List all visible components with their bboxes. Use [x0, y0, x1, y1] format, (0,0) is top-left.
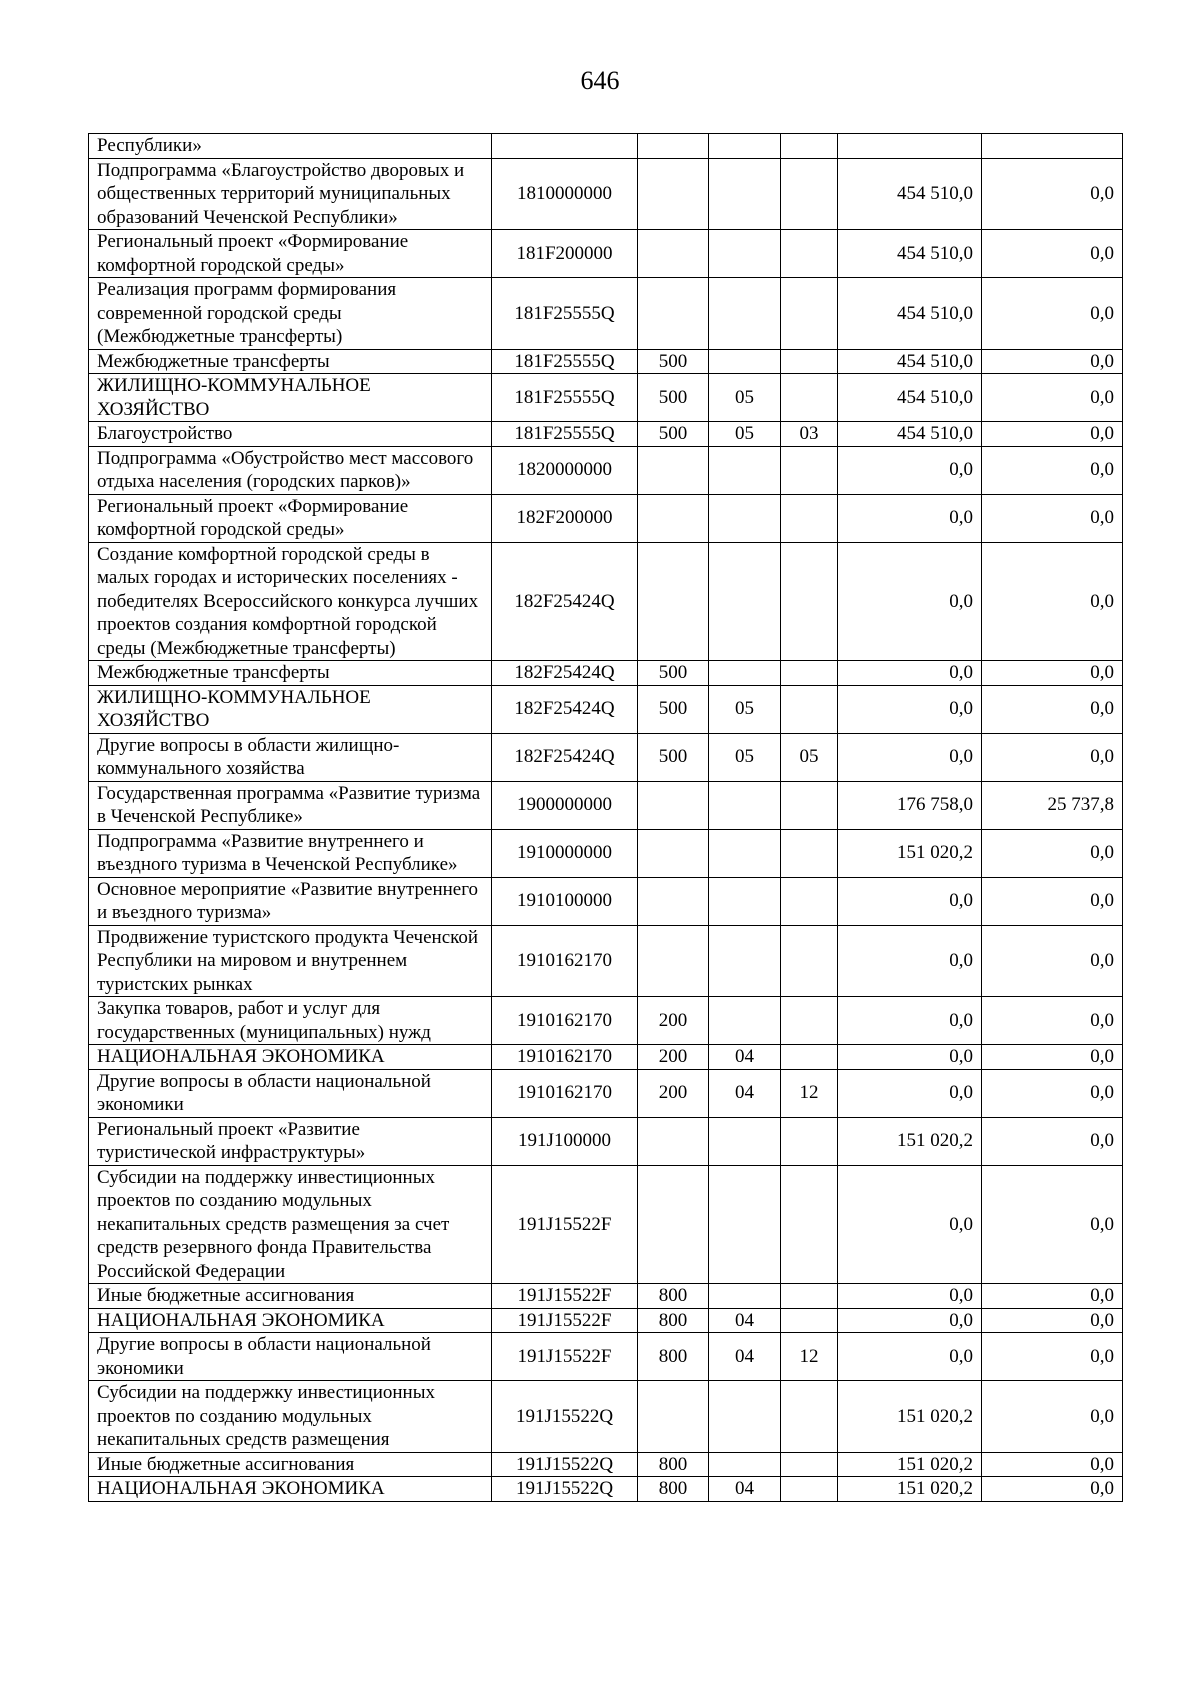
- amount-second: 0,0: [982, 1045, 1123, 1070]
- table-row: [89, 1477, 1123, 1502]
- section-code: [709, 446, 781, 494]
- budget-table: [88, 133, 1123, 1502]
- amount-first: 151 020,2: [838, 1117, 982, 1165]
- subsection-code: [781, 829, 838, 877]
- subsection-code: [781, 158, 838, 230]
- amount-second: 0,0: [982, 158, 1123, 230]
- subsection-code: [781, 349, 838, 374]
- amount-first: 151 020,2: [838, 1477, 982, 1502]
- table-row: [89, 374, 1123, 422]
- table-row: [89, 349, 1123, 374]
- amount-first: 0,0: [838, 877, 982, 925]
- amount-second: 0,0: [982, 1381, 1123, 1453]
- amount-first: 0,0: [838, 997, 982, 1045]
- amount-first: 0,0: [838, 494, 982, 542]
- expense-type-code: 800: [638, 1308, 709, 1333]
- table-row: [89, 733, 1123, 781]
- section-code: 04: [709, 1045, 781, 1070]
- expense-type-code: [638, 278, 709, 350]
- row-name: Другие вопросы в области национальной экономики: [89, 1333, 492, 1381]
- target-article-code: 191J15522F: [492, 1165, 638, 1284]
- target-article-code: 1820000000: [492, 446, 638, 494]
- table-row: [89, 661, 1123, 686]
- amount-second: [982, 134, 1123, 159]
- subsection-code: [781, 685, 838, 733]
- target-article-code: 1810000000: [492, 158, 638, 230]
- expense-type-code: 500: [638, 733, 709, 781]
- amount-second: 0,0: [982, 1165, 1123, 1284]
- subsection-code: 12: [781, 1069, 838, 1117]
- table-row: [89, 925, 1123, 997]
- expense-type-code: 800: [638, 1452, 709, 1477]
- row-name: Региональный проект «Формирование комфортной городской среды»: [89, 494, 492, 542]
- amount-first: [838, 134, 982, 159]
- amount-second: 0,0: [982, 1333, 1123, 1381]
- section-code: [709, 829, 781, 877]
- row-name: Государственная программа «Развитие туризма в Чеченской Республике»: [89, 781, 492, 829]
- amount-second: 0,0: [982, 1477, 1123, 1502]
- section-code: 05: [709, 733, 781, 781]
- row-name: Реализация программ формирования современной городской среды (Межбюджетные трансферты): [89, 278, 492, 350]
- target-article-code: 181F25555Q: [492, 374, 638, 422]
- row-name: Подпрограмма «Развитие внутреннего и въездного туризма в Чеченской Республике»: [89, 829, 492, 877]
- row-name: Создание комфортной городской среды в малых городах и исторических поселениях - победителях Всероссийского конкурса лучших проектов создания комфортной городской среды (Межбюджетные трансферты): [89, 542, 492, 661]
- row-name: Подпрограмма «Обустройство мест массового отдыха населения (городских парков)»: [89, 446, 492, 494]
- table-row: [89, 1333, 1123, 1381]
- target-article-code: 191J15522Q: [492, 1477, 638, 1502]
- target-article-code: 182F25424Q: [492, 661, 638, 686]
- amount-first: 454 510,0: [838, 422, 982, 447]
- row-name: Другие вопросы в области национальной экономики: [89, 1069, 492, 1117]
- target-article-code: 191J15522F: [492, 1284, 638, 1309]
- table-row: [89, 494, 1123, 542]
- subsection-code: 05: [781, 733, 838, 781]
- target-article-code: 182F25424Q: [492, 542, 638, 661]
- expense-type-code: [638, 1381, 709, 1453]
- amount-first: 0,0: [838, 661, 982, 686]
- amount-first: 454 510,0: [838, 278, 982, 350]
- amount-second: 0,0: [982, 349, 1123, 374]
- expense-type-code: 200: [638, 1069, 709, 1117]
- amount-first: 0,0: [838, 1308, 982, 1333]
- section-code: 05: [709, 374, 781, 422]
- row-name: Республики»: [89, 134, 492, 159]
- table-row: [89, 997, 1123, 1045]
- section-code: [709, 158, 781, 230]
- expense-type-code: 800: [638, 1284, 709, 1309]
- subsection-code: [781, 1381, 838, 1453]
- table-row: [89, 422, 1123, 447]
- table-row: [89, 134, 1123, 159]
- amount-first: 0,0: [838, 1045, 982, 1070]
- amount-first: 151 020,2: [838, 829, 982, 877]
- table-row: [89, 1045, 1123, 1070]
- section-code: [709, 494, 781, 542]
- amount-first: 176 758,0: [838, 781, 982, 829]
- subsection-code: 03: [781, 422, 838, 447]
- target-article-code: 1910162170: [492, 925, 638, 997]
- subsection-code: [781, 1117, 838, 1165]
- expense-type-code: 500: [638, 661, 709, 686]
- amount-first: 454 510,0: [838, 230, 982, 278]
- subsection-code: [781, 1452, 838, 1477]
- section-code: [709, 134, 781, 159]
- expense-type-code: [638, 829, 709, 877]
- amount-first: 0,0: [838, 1069, 982, 1117]
- amount-second: 0,0: [982, 733, 1123, 781]
- section-code: [709, 877, 781, 925]
- page-number: 646: [580, 66, 620, 95]
- amount-first: 0,0: [838, 1284, 982, 1309]
- amount-second: 0,0: [982, 446, 1123, 494]
- expense-type-code: 200: [638, 997, 709, 1045]
- amount-second: 0,0: [982, 542, 1123, 661]
- amount-first: 0,0: [838, 1333, 982, 1381]
- amount-first: 0,0: [838, 542, 982, 661]
- section-code: [709, 1117, 781, 1165]
- row-name: Межбюджетные трансферты: [89, 349, 492, 374]
- row-name: Региональный проект «Развитие туристической инфраструктуры»: [89, 1117, 492, 1165]
- row-name: Субсидии на поддержку инвестиционных проектов по созданию модульных некапитальных средств размещения: [89, 1381, 492, 1453]
- expense-type-code: 500: [638, 422, 709, 447]
- subsection-code: [781, 542, 838, 661]
- subsection-code: [781, 134, 838, 159]
- table-row: [89, 542, 1123, 661]
- subsection-code: [781, 1477, 838, 1502]
- target-article-code: 182F200000: [492, 494, 638, 542]
- amount-second: 0,0: [982, 661, 1123, 686]
- expense-type-code: 800: [638, 1477, 709, 1502]
- section-code: 04: [709, 1069, 781, 1117]
- row-name: ЖИЛИЩНО-КОММУНАЛЬНОЕ ХОЗЯЙСТВО: [89, 374, 492, 422]
- subsection-code: [781, 1308, 838, 1333]
- row-name: Другие вопросы в области жилищно-коммунального хозяйства: [89, 733, 492, 781]
- amount-second: 0,0: [982, 829, 1123, 877]
- target-article-code: 182F25424Q: [492, 685, 638, 733]
- section-code: 04: [709, 1308, 781, 1333]
- table-row: [89, 230, 1123, 278]
- subsection-code: [781, 278, 838, 350]
- target-article-code: 1910162170: [492, 997, 638, 1045]
- target-article-code: 182F25424Q: [492, 733, 638, 781]
- subsection-code: [781, 494, 838, 542]
- row-name: Межбюджетные трансферты: [89, 661, 492, 686]
- table-row: [89, 158, 1123, 230]
- amount-first: 151 020,2: [838, 1452, 982, 1477]
- row-name: Продвижение туристского продукта Чеченской Республики на мировом и внутреннем туристских рынках: [89, 925, 492, 997]
- subsection-code: [781, 446, 838, 494]
- amount-second: 0,0: [982, 1284, 1123, 1309]
- table-row: [89, 1308, 1123, 1333]
- table-row: [89, 278, 1123, 350]
- expense-type-code: 500: [638, 349, 709, 374]
- table-row: [89, 1117, 1123, 1165]
- subsection-code: [781, 781, 838, 829]
- amount-first: 454 510,0: [838, 374, 982, 422]
- amount-second: 0,0: [982, 1308, 1123, 1333]
- section-code: [709, 925, 781, 997]
- target-article-code: 1910000000: [492, 829, 638, 877]
- amount-first: 0,0: [838, 733, 982, 781]
- target-article-code: 191J15522Q: [492, 1381, 638, 1453]
- row-name: ЖИЛИЩНО-КОММУНАЛЬНОЕ ХОЗЯЙСТВО: [89, 685, 492, 733]
- expense-type-code: 200: [638, 1045, 709, 1070]
- table-row: [89, 877, 1123, 925]
- row-name: НАЦИОНАЛЬНАЯ ЭКОНОМИКА: [89, 1045, 492, 1070]
- subsection-code: [781, 374, 838, 422]
- subsection-code: [781, 661, 838, 686]
- row-name: Благоустройство: [89, 422, 492, 447]
- row-name: Субсидии на поддержку инвестиционных проектов по созданию модульных некапитальных средств размещения за счет средств резервного фонда Правительства Российской Федерации: [89, 1165, 492, 1284]
- row-name: Региональный проект «Формирование комфортной городской среды»: [89, 230, 492, 278]
- section-code: [709, 781, 781, 829]
- table-row: [89, 1284, 1123, 1309]
- target-article-code: 1910100000: [492, 877, 638, 925]
- table-row: [89, 446, 1123, 494]
- expense-type-code: [638, 158, 709, 230]
- expense-type-code: 800: [638, 1333, 709, 1381]
- subsection-code: 12: [781, 1333, 838, 1381]
- subsection-code: [781, 997, 838, 1045]
- target-article-code: 191J100000: [492, 1117, 638, 1165]
- amount-first: 454 510,0: [838, 158, 982, 230]
- section-code: [709, 542, 781, 661]
- target-article-code: 1910162170: [492, 1069, 638, 1117]
- table-row: [89, 1165, 1123, 1284]
- subsection-code: [781, 1165, 838, 1284]
- target-article-code: 191J15522Q: [492, 1452, 638, 1477]
- table-row: [89, 829, 1123, 877]
- amount-first: 454 510,0: [838, 349, 982, 374]
- target-article-code: 1900000000: [492, 781, 638, 829]
- target-article-code: 191J15522F: [492, 1308, 638, 1333]
- amount-second: 25 737,8: [982, 781, 1123, 829]
- section-code: [709, 997, 781, 1045]
- expense-type-code: [638, 877, 709, 925]
- section-code: 04: [709, 1333, 781, 1381]
- table-row: [89, 1381, 1123, 1453]
- target-article-code: 181F25555Q: [492, 422, 638, 447]
- amount-second: 0,0: [982, 925, 1123, 997]
- row-name: Иные бюджетные ассигнования: [89, 1452, 492, 1477]
- row-name: Подпрограмма «Благоустройство дворовых и общественных территорий муниципальных образований Чеченской Республики»: [89, 158, 492, 230]
- expense-type-code: [638, 1165, 709, 1284]
- expense-type-code: [638, 542, 709, 661]
- amount-second: 0,0: [982, 685, 1123, 733]
- target-article-code: 1910162170: [492, 1045, 638, 1070]
- amount-second: 0,0: [982, 877, 1123, 925]
- amount-second: 0,0: [982, 374, 1123, 422]
- section-code: [709, 278, 781, 350]
- amount-first: 151 020,2: [838, 1381, 982, 1453]
- section-code: 04: [709, 1477, 781, 1502]
- section-code: [709, 349, 781, 374]
- amount-second: 0,0: [982, 1117, 1123, 1165]
- subsection-code: [781, 925, 838, 997]
- expense-type-code: 500: [638, 374, 709, 422]
- expense-type-code: [638, 230, 709, 278]
- budget-table-body: [89, 134, 1123, 1502]
- amount-second: 0,0: [982, 1452, 1123, 1477]
- amount-second: 0,0: [982, 494, 1123, 542]
- amount-second: 0,0: [982, 997, 1123, 1045]
- row-name: Основное мероприятие «Развитие внутреннего и въездного туризма»: [89, 877, 492, 925]
- section-code: 05: [709, 685, 781, 733]
- section-code: [709, 1452, 781, 1477]
- target-article-code: 191J15522F: [492, 1333, 638, 1381]
- section-code: 05: [709, 422, 781, 447]
- expense-type-code: [638, 1117, 709, 1165]
- expense-type-code: [638, 781, 709, 829]
- section-code: [709, 661, 781, 686]
- amount-second: 0,0: [982, 1069, 1123, 1117]
- subsection-code: [781, 1284, 838, 1309]
- amount-second: 0,0: [982, 230, 1123, 278]
- amount-first: 0,0: [838, 1165, 982, 1284]
- expense-type-code: [638, 446, 709, 494]
- expense-type-code: [638, 134, 709, 159]
- table-row: [89, 685, 1123, 733]
- section-code: [709, 1284, 781, 1309]
- target-article-code: 181F25555Q: [492, 278, 638, 350]
- amount-second: 0,0: [982, 422, 1123, 447]
- table-row: [89, 781, 1123, 829]
- expense-type-code: [638, 494, 709, 542]
- amount-first: 0,0: [838, 925, 982, 997]
- expense-type-code: [638, 925, 709, 997]
- amount-first: 0,0: [838, 446, 982, 494]
- row-name: Иные бюджетные ассигнования: [89, 1284, 492, 1309]
- subsection-code: [781, 1045, 838, 1070]
- amount-second: 0,0: [982, 278, 1123, 350]
- target-article-code: [492, 134, 638, 159]
- section-code: [709, 230, 781, 278]
- target-article-code: 181F25555Q: [492, 349, 638, 374]
- row-name: Закупка товаров, работ и услуг для государственных (муниципальных) нужд: [89, 997, 492, 1045]
- subsection-code: [781, 230, 838, 278]
- table-row: [89, 1069, 1123, 1117]
- section-code: [709, 1381, 781, 1453]
- table-row: [89, 1452, 1123, 1477]
- amount-first: 0,0: [838, 685, 982, 733]
- expense-type-code: 500: [638, 685, 709, 733]
- row-name: НАЦИОНАЛЬНАЯ ЭКОНОМИКА: [89, 1477, 492, 1502]
- target-article-code: 181F200000: [492, 230, 638, 278]
- subsection-code: [781, 877, 838, 925]
- section-code: [709, 1165, 781, 1284]
- row-name: НАЦИОНАЛЬНАЯ ЭКОНОМИКА: [89, 1308, 492, 1333]
